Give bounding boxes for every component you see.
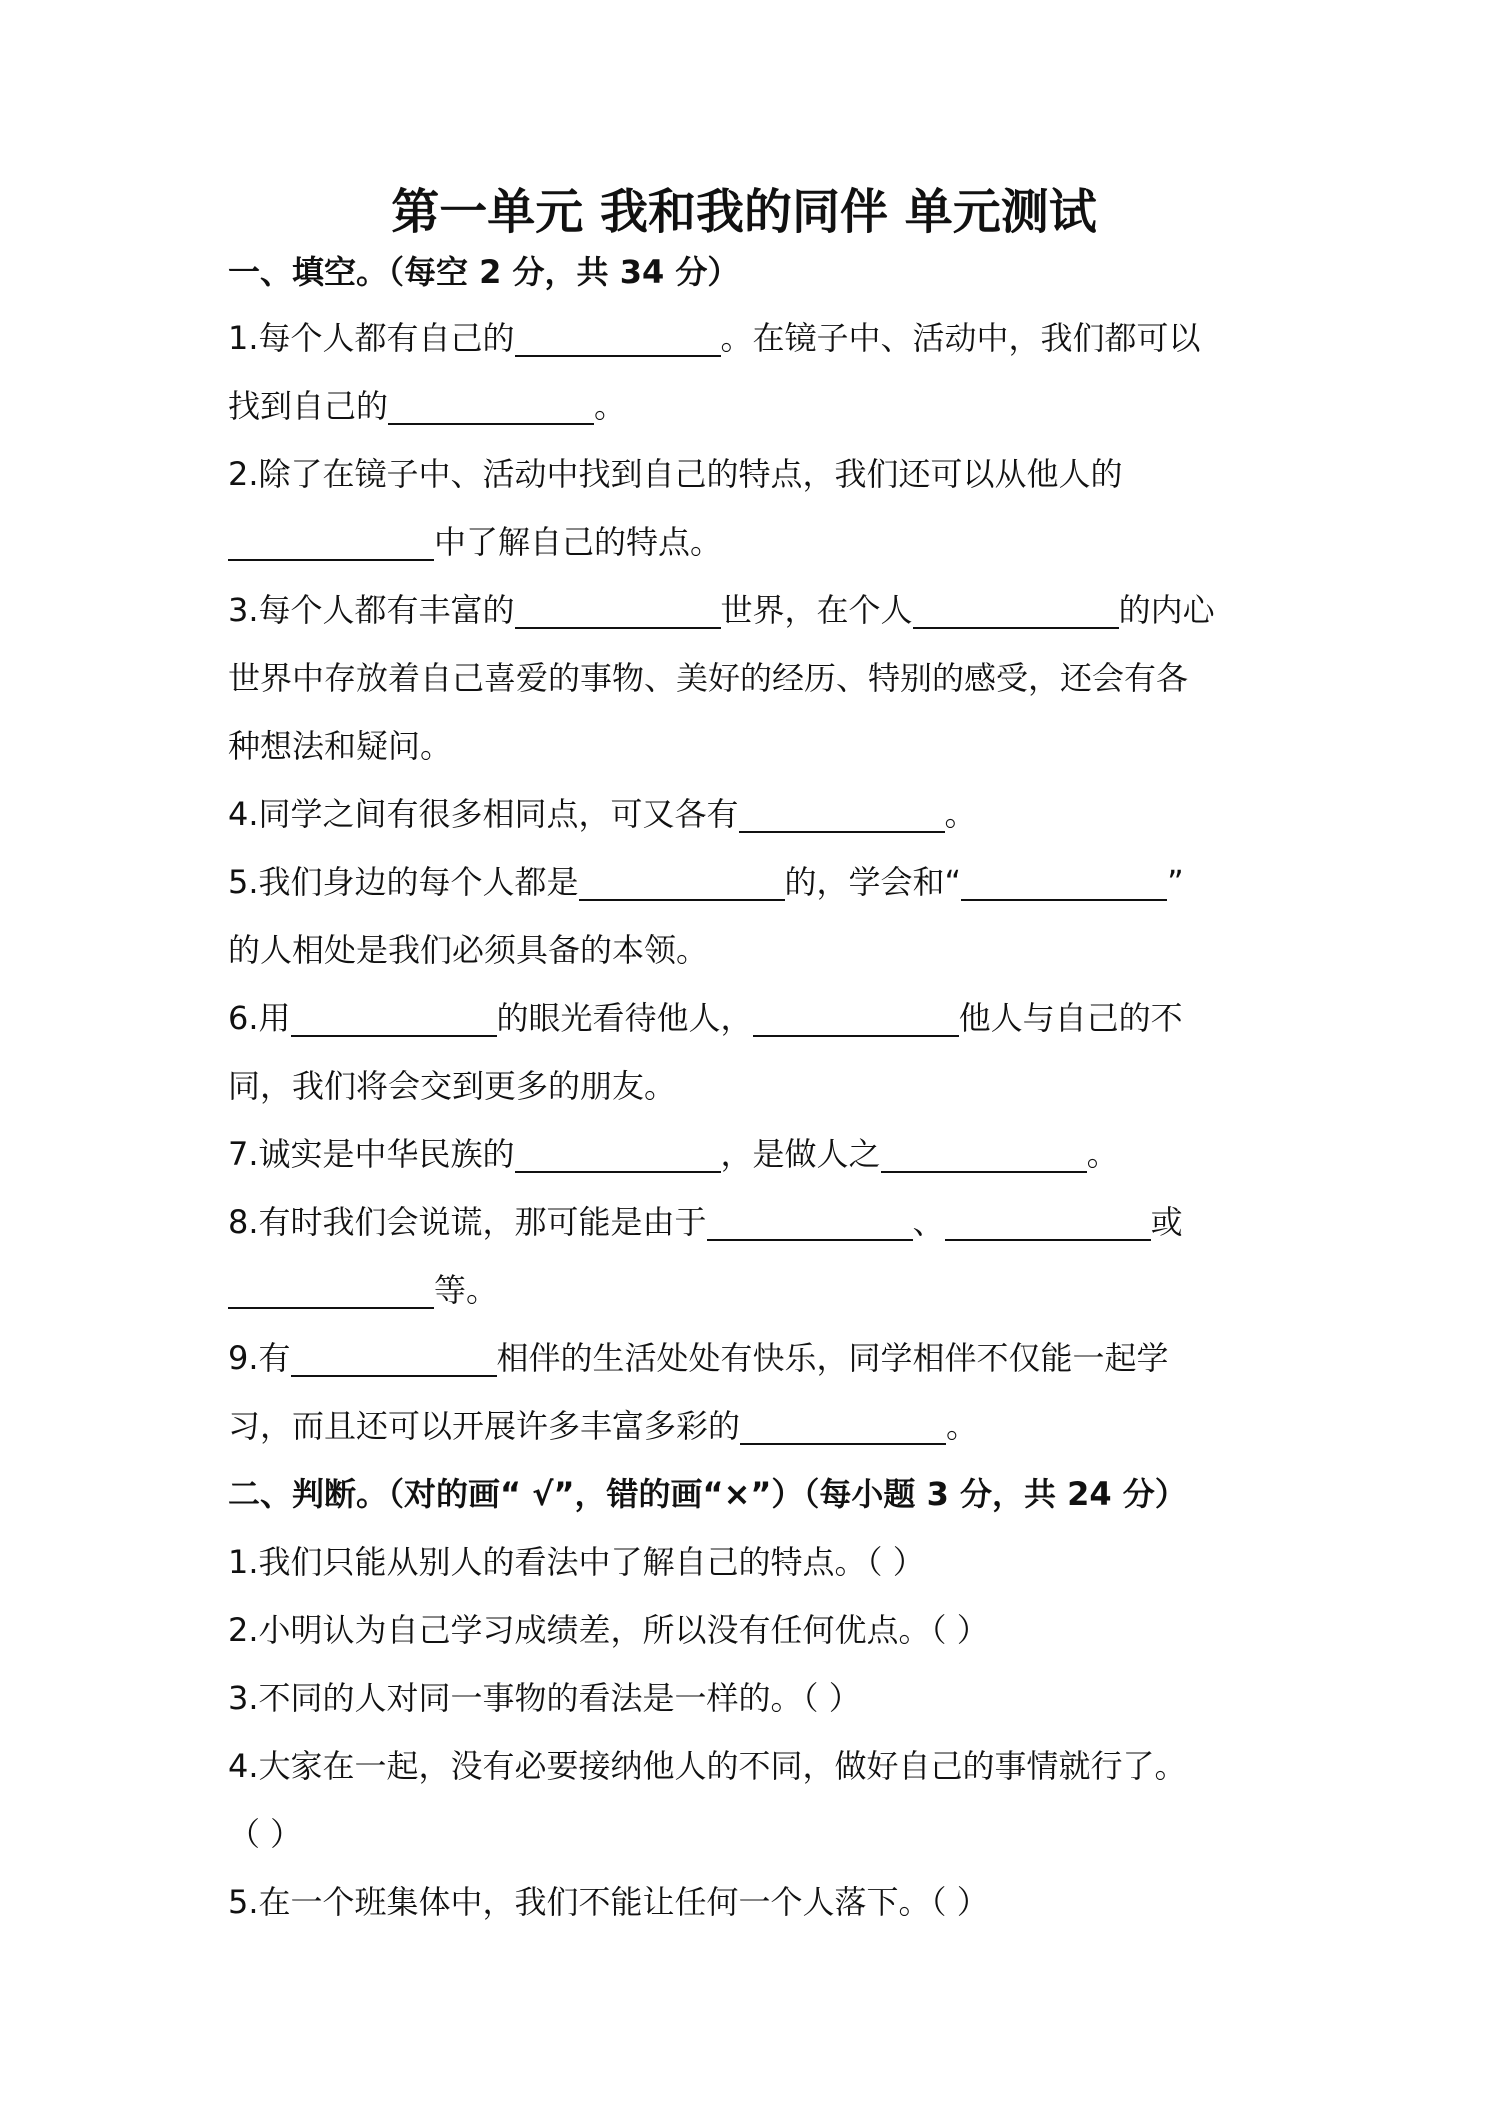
q7-blank-1[interactable] (515, 1139, 721, 1173)
judge-item-4: 4.大家在一起，没有必要接纳他人的不同，做好自己的事情就行了。 (228, 1747, 1187, 1785)
q8-line1 (228, 1198, 1268, 1246)
q6-blank-1[interactable] (291, 1003, 497, 1037)
q2-line1 (228, 450, 1268, 498)
judge-item-5: 5.在一个班集体中，我们不能让任何一个人落下。（ ） (228, 1883, 989, 1921)
q9-text-a: 9.有 (228, 1339, 291, 1377)
q7-text-c: 。 (1086, 1135, 1119, 1173)
q3-line3 (228, 722, 1268, 770)
q1-blank-2[interactable] (388, 391, 594, 425)
q4-text-b: 。 (944, 795, 977, 833)
q9-line1 (228, 1334, 1268, 1382)
q9-text-d: 。 (946, 1407, 979, 1445)
q6-text-b: 的眼光看待他人， (496, 999, 753, 1037)
q8-blank-2[interactable] (945, 1207, 1151, 1241)
judge-item-1: 1.我们只能从别人的看法中了解自己的特点。（ ） (228, 1543, 925, 1581)
q1-line1 (228, 314, 1268, 362)
q5-text-a: 5.我们身边的每个人都是 (228, 863, 579, 901)
q8-line2 (228, 1266, 1268, 1314)
q8-blank-3[interactable] (228, 1275, 434, 1309)
q1-blank-1[interactable] (515, 323, 721, 357)
q9-blank-2[interactable] (740, 1411, 946, 1445)
q3-text-d: 世界中存放着自己喜爱的事物、美好的经历、特别的感受，还会有各 (228, 659, 1189, 697)
q6-line2 (228, 1062, 1268, 1110)
q1-text-d: 。 (594, 387, 627, 425)
q5-line2 (228, 926, 1268, 974)
q2-text-a: 2.除了在镜子中、活动中找到自己的特点，我们还可以从他人的 (228, 455, 1123, 493)
q7-blank-2[interactable] (881, 1139, 1087, 1173)
q7-text-b: ，是做人之 (720, 1135, 881, 1173)
q6-line1 (228, 994, 1268, 1042)
q1-line2 (228, 382, 1268, 430)
judge-item-4-answer: （ ） (228, 1815, 303, 1853)
q7-text-a: 7.诚实是中华民族的 (228, 1135, 515, 1173)
q8-text-d: 等。 (434, 1271, 499, 1309)
q4-text-a: 4.同学之间有很多相同点，可又各有 (228, 795, 739, 833)
q6-text-c: 他人与自己的不 (958, 999, 1183, 1037)
q5-blank-2[interactable] (961, 867, 1167, 901)
q8-text-c: 或 (1150, 1203, 1183, 1241)
q5-text-c: ” (1167, 863, 1184, 901)
q5-line1 (228, 858, 1268, 906)
q6-text-a: 6.用 (228, 999, 291, 1037)
judge-item-3: 3.不同的人对同一事物的看法是一样的。（ ） (228, 1679, 861, 1717)
q7-line1 (228, 1130, 1268, 1178)
q2-line2 (228, 518, 1268, 566)
q3-blank-1[interactable] (515, 595, 721, 629)
q8-blank-1[interactable] (707, 1207, 913, 1241)
q6-blank-2[interactable] (753, 1003, 959, 1037)
q4-blank-1[interactable] (739, 799, 945, 833)
q9-text-b: 相伴的生活处处有快乐，同学相伴不仅能一起学 (496, 1339, 1169, 1377)
q2-blank-1[interactable] (228, 527, 434, 561)
q3-text-c: 的内心 (1118, 591, 1215, 629)
q3-text-b: 世界，在个人 (720, 591, 913, 629)
q8-text-b: 、 (912, 1203, 945, 1241)
judge-item-2: 2.小明认为自己学习成绩差，所以没有任何优点。（ ） (228, 1611, 989, 1649)
q2-text-b: 中了解自己的特点。 (434, 523, 723, 561)
q1-text-a: 1.每个人都有自己的 (228, 319, 515, 357)
q3-text-e: 种想法和疑问。 (228, 727, 453, 765)
q5-text-b: 的，学会和“ (784, 863, 962, 901)
q6-text-d: 同，我们将会交到更多的朋友。 (228, 1067, 677, 1105)
q1-text-b: 。在镜子中、活动中，我们都可以 (720, 319, 1201, 357)
q5-text-d: 的人相处是我们必须具备的本领。 (228, 931, 709, 969)
q9-blank-1[interactable] (291, 1343, 497, 1377)
q3-text-a: 3.每个人都有丰富的 (228, 591, 515, 629)
section2-heading: 二、判断。（对的画“ √”，错的画“×”）（每小题 3 分，共 24 分） (228, 1475, 1187, 1513)
page-title: 第一单元 我和我的同伴 单元测试 (391, 184, 1097, 240)
q3-line2 (228, 654, 1268, 702)
q9-text-c: 习，而且还可以开展许多丰富多彩的 (228, 1407, 741, 1445)
q3-blank-2[interactable] (913, 595, 1119, 629)
q4-line1 (228, 790, 1268, 838)
q3-line1 (228, 586, 1268, 634)
q1-text-c: 找到自己的 (228, 387, 389, 425)
q5-blank-1[interactable] (579, 867, 785, 901)
q9-line2 (228, 1402, 1268, 1450)
q8-text-a: 8.有时我们会说谎，那可能是由于 (228, 1203, 707, 1241)
section1-heading: 一、填空。（每空 2 分，共 34 分） (228, 253, 740, 291)
